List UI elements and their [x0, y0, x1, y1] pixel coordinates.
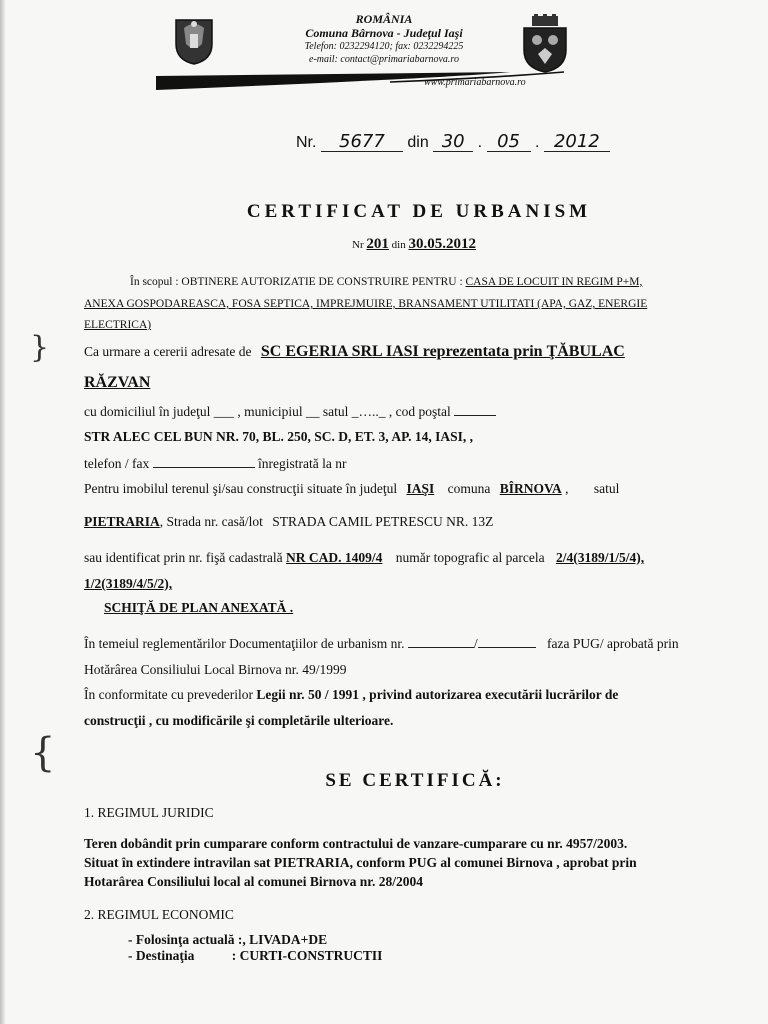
basis-line-2: Hotărârea Consiliului Local Birnova nr. 49/1999: [84, 662, 347, 677]
municipality-blank: __: [305, 404, 320, 419]
scope-item-3: ELECTRICA): [84, 319, 152, 331]
section-1-text-1: Teren dobândit prin cumparare conform contractului de vanzare-cumparare cu nr. 4957/2003.: [84, 836, 628, 851]
registration-din-label: din: [407, 134, 429, 151]
village-blank: _….._: [351, 404, 386, 419]
scope-item-2: ANEXA GOSPODAREASCA, FOSA SEPTICA, IMPREJMUIRE, BRANSAMENT UTILITATI (APA, GAZ, ENERGIE: [84, 298, 648, 310]
property-village-label: satul: [593, 481, 620, 496]
topo-number-1: 2/4(3189/1/5/4),: [555, 550, 645, 565]
margin-brace-mark: {: [30, 730, 56, 776]
section-1-heading: 1. REGIMUL JURIDIC: [84, 805, 214, 820]
registration-day: 30: [433, 133, 473, 152]
basis-separator: /: [473, 636, 478, 651]
domicile-label: cu domiciliul în judeţul: [84, 404, 211, 419]
section-2-heading: 2. REGIMUL ECONOMIC: [84, 907, 234, 922]
basis-line-3-lead: În conformitate cu prevederilor: [84, 687, 254, 702]
municipality-label: , municipiul: [237, 404, 303, 419]
property-street: STRADA CAMIL PETRESCU NR. 13Z: [272, 514, 494, 529]
property-commune-label: comuna: [447, 481, 491, 496]
subtitle-date: 30.05.2012: [408, 236, 476, 252]
property-village: PIETRARIA: [84, 514, 160, 529]
applicant-lead: Ca urmare a cererii adresate de: [84, 344, 252, 359]
registration-month: 05: [487, 133, 531, 152]
header-phone-fax: Telefon: 0232294120; fax: 0232294225: [304, 41, 464, 52]
registered-label: înregistrată la nr: [257, 456, 347, 471]
header-commune: Comuna Bârnova - Judeţul Iaşi: [305, 26, 463, 40]
destination-line: [128, 948, 382, 964]
phone-label: telefon / fax: [84, 456, 150, 471]
basis-tail: faza PUG/ aprobată prin: [547, 636, 679, 651]
section-1-text-2: Situat în extindere intravilan sat PIETRARIA, conform PUG al comunei Birnova , aprobat prin: [84, 855, 637, 870]
registration-line: Nr. 5677 din 30 . 05 . 2012: [296, 133, 610, 152]
applicant-name-1: SC EGERIA SRL IASI reprezentata prin ŢĂBULAC: [260, 343, 625, 360]
header-email: e-mail: contact@primariabarnova.ro: [309, 54, 459, 65]
scope-item-1: CASA DE LOCUIT IN REGIM P+M,: [465, 276, 643, 288]
property-street-label: , Strada nr. casă/lot: [159, 514, 263, 529]
topo-label: număr topografic al parcela: [395, 550, 545, 565]
basis-law: Legii nr. 50 / 1991 , privind autorizarea executării lucrărilor de: [256, 687, 619, 702]
scan-edge: [0, 0, 6, 1024]
domicile-county-blank: ___: [213, 404, 234, 419]
property-line-1: Pentru imobilul terenul şi/sau construcţii situate în judeţul IAŞI comuna BÎRNOVA , satul: [84, 481, 620, 496]
topo-number-2: 1/2(3189/4/5/2),: [84, 576, 173, 591]
document-title: CERTIFICAT DE URBANISM: [246, 201, 592, 222]
margin-bracket-mark: }: [30, 330, 50, 365]
cadastral-line: [84, 550, 644, 566]
destination-value: : CURTI-CONSTRUCTII: [231, 948, 383, 963]
postal-code-blank: [454, 403, 496, 416]
property-line-2: [84, 514, 493, 530]
phone-blank: [153, 455, 255, 468]
property-county: IAŞI: [406, 481, 435, 496]
plan-annex: SCHIŢĂ DE PLAN ANEXATĂ .: [104, 600, 294, 615]
domicile-line: [84, 403, 496, 420]
destination-label: - Destinaţia: [128, 948, 195, 963]
postal-code-label: , cod poştal: [388, 404, 451, 419]
village-label: satul: [322, 404, 349, 419]
header-website: www.primariabarnova.ro: [424, 77, 526, 88]
applicant-address: STR ALEC CEL BUN NR. 70, BL. 250, SC. D, ET. 3, AP. 14, IASI, ,: [84, 429, 473, 444]
certifies-heading: SE CERTIFICĂ:: [325, 770, 505, 791]
phone-line: [84, 455, 346, 472]
property-lead: Pentru imobilul terenul şi/sau construcţii situate în judeţul: [84, 481, 398, 496]
current-use-value: :, LIVADA+DE: [237, 932, 328, 947]
romania-coat-of-arms-icon: [172, 14, 216, 66]
registration-year: 2012: [544, 133, 610, 152]
registration-nr-label: Nr.: [296, 134, 317, 151]
current-use-line: [128, 932, 327, 948]
basis-line-3: [84, 687, 618, 703]
subtitle-din-label: din: [391, 239, 406, 251]
subtitle-nr-value: 201: [366, 236, 389, 252]
cadastral-label: sau identificat prin nr. fişă cadastrală: [84, 550, 283, 565]
basis-blank-1: [408, 635, 474, 648]
subtitle-nr-label: Nr: [352, 239, 364, 251]
applicant-line-1: [84, 343, 625, 361]
basis-blank-2: [478, 635, 536, 648]
applicant-name-2: RĂZVAN: [84, 374, 151, 391]
cadastral-number: NR CAD. 1409/4: [286, 550, 383, 565]
basis-line-1: [84, 635, 679, 652]
document-subtitle: [0, 236, 768, 253]
scope-line-1: [130, 276, 642, 288]
header-country: ROMÂNIA: [355, 12, 413, 26]
basis-line-4: construcţii , cu modificările şi completările ulterioare.: [84, 713, 394, 728]
current-use-label: - Folosinţa actuală: [128, 932, 235, 947]
registration-nr-value: 5677: [321, 133, 403, 152]
scope-lead: În scopul : OBTINERE AUTORIZATIE DE CONSTRUIRE PENTRU :: [130, 276, 463, 288]
basis-lead: În temeiul reglementărilor Documentaţiilor de urbanism nr.: [84, 636, 405, 651]
section-1-text-3: Hotarârea Consiliului local al comunei Birnova nr. 28/2004: [84, 874, 424, 889]
property-commune: BÎRNOVA: [499, 481, 562, 496]
